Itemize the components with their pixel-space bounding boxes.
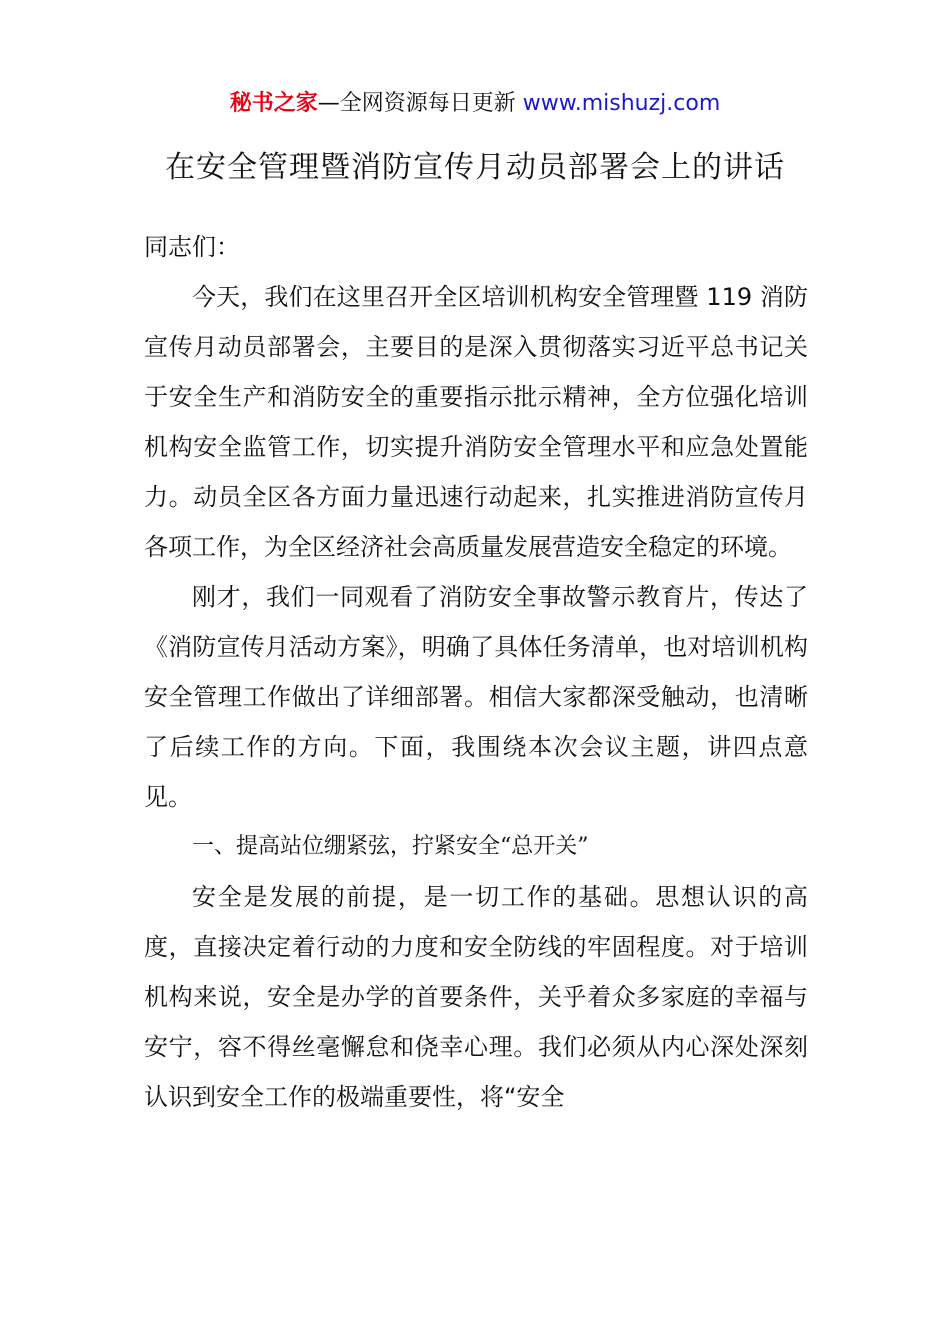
body-paragraph: 刚才，我们一同观看了消防安全事故警示教育片，传达了《消防宣传月活动方案》，明确了具体任务清单，也对培训机构安全管理工作做出了详细部署。相信大家都深受触动，也清晰了后续工作的方向。下面，我围绕本次会议主题，讲四点意见。: [144, 583, 808, 811]
document-body: [144, 222, 808, 1122]
body-paragraph: 安全是发展的前提，是一切工作的基础。思想认识的高度，直接决定着行动的力度和安全防线的牢固程度。对于培训机构来说，安全是办学的首要条件，关乎着众多家庭的幸福与安宁，容不得丝毫懈怠和侥幸心理。我们必须从内心深处深刻认识到安全工作的极端重要性，将“安全: [144, 883, 808, 1111]
site-url-link[interactable]: www.mishuzj.com: [522, 91, 721, 116]
salutation: 同志们：: [144, 233, 240, 261]
document-title: 在安全管理暨消防宣传月动员部署会上的讲话: [165, 150, 785, 185]
header-tagline: —全网资源每日更新: [317, 91, 523, 116]
site-header: [0, 88, 950, 120]
brand-name: 秘书之家: [229, 91, 318, 116]
section-heading: 一、提高站位绷紧弦，拧紧安全“总开关”: [192, 834, 589, 859]
body-paragraph: 今天，我们在这里召开全区培训机构安全管理暨 119 消防宣传月动员部署会，主要目的是深入贯彻落实习近平总书记关于安全生产和消防安全的重要指示批示精神，全方位强化培训机构安全监管工作，切实提升消防安全管理水平和应急处置能力。动员全区各方面力量迅速行动起来，扎实推进消防宣传月各项工作，为全区经济社会高质量发展营造安全稳定的环境。: [144, 283, 808, 561]
